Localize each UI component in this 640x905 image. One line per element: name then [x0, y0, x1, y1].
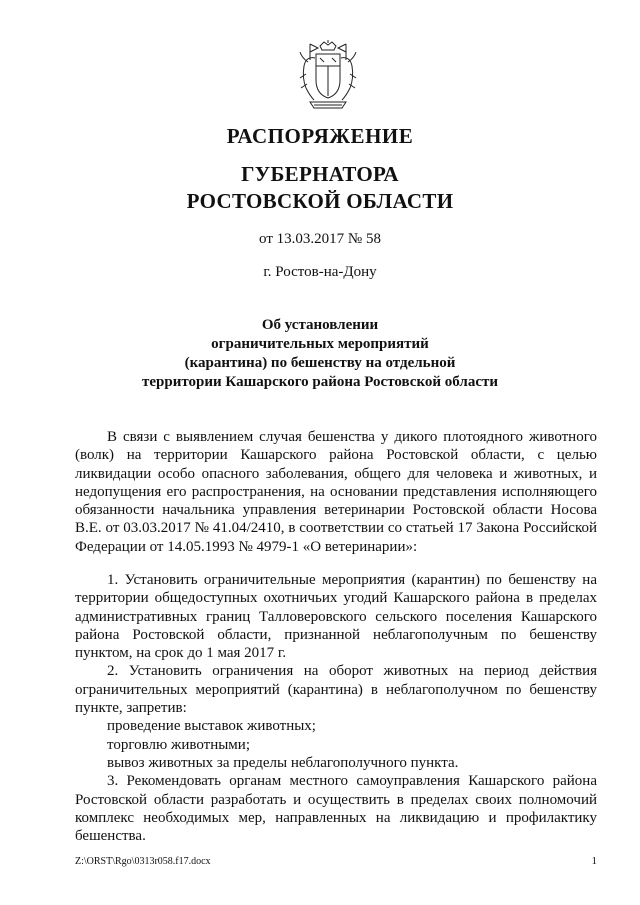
- document-title: РАСПОРЯЖЕНИЕ: [226, 124, 414, 148]
- prohibition-item: торговлю животными;: [107, 736, 250, 753]
- subject-line: Об установлении: [261, 317, 379, 333]
- footer-file-path: Z:\ORST\Rgo\0313r058.f17.docx: [75, 856, 211, 867]
- document-date-number: от 13.03.2017 № 58: [259, 231, 381, 247]
- document-subject: [0, 316, 640, 392]
- subject-line: (карантина) по бешенству на отдельной: [184, 355, 456, 371]
- document-subtitle: [0, 161, 640, 215]
- subtitle-line: ГУБЕРНАТОРА: [241, 162, 399, 186]
- page-number: 1: [591, 855, 597, 867]
- document-city: г. Ростов-на-Дону: [263, 264, 377, 280]
- subject-line: территории Кашарского района Ростовской области: [142, 374, 498, 390]
- subject-line: ограничительных мероприятий: [211, 336, 429, 352]
- prohibition-item: проведение выставок животных;: [107, 718, 316, 735]
- coat-of-arms-icon: [296, 40, 360, 112]
- preamble: [75, 428, 597, 556]
- order-point-2: 2. Установить ограничения на оборот животных на период действия ограничительных мероприятий (карантина) в неблагополучном по бешенству пункте, запретив:: [75, 663, 597, 717]
- order-point-1: 1. Установить ограничительные мероприятия (карантин) по бешенству на территории общедоступных охотничьих угодий Кашарского района в пределах административных границ Талловеровского сельского поселения Кашарского района Ростовской области, признанной неблагополучным по бешенству пунктом, на срок до 1 мая 2017 г.: [75, 572, 597, 662]
- prohibition-item: вывоз животных за пределы неблагополучного пункта.: [107, 754, 459, 771]
- subtitle-line: РОСТОВСКОЙ ОБЛАСТИ: [186, 189, 454, 213]
- order-points: [75, 571, 597, 845]
- preamble-paragraph: В связи с выявлением случая бешенства у дикого плотоядного животного (волк) на территории Кашарского района Ростовской области, с целью ликвидации особо опасного заболевания, общего для человека и животных, и недопущения его распространения, на основании представления исполняющего обязанности начальника управления ветеринарии Ростовской области Носова В.Е. от 03.03.2017 № 41.04/2410, в соответствии со статьей 17 Закона Российской Федерации от 14.05.1993 № 4979-1 «О ветеринарии»:: [75, 429, 597, 555]
- order-point-3: 3. Рекомендовать органам местного самоуправления Кашарского района Ростовской области разработать и осуществить в пределах своих полномочий комплекс необходимых мер, направленных на ликвидацию и профилактику бешенства.: [75, 773, 597, 845]
